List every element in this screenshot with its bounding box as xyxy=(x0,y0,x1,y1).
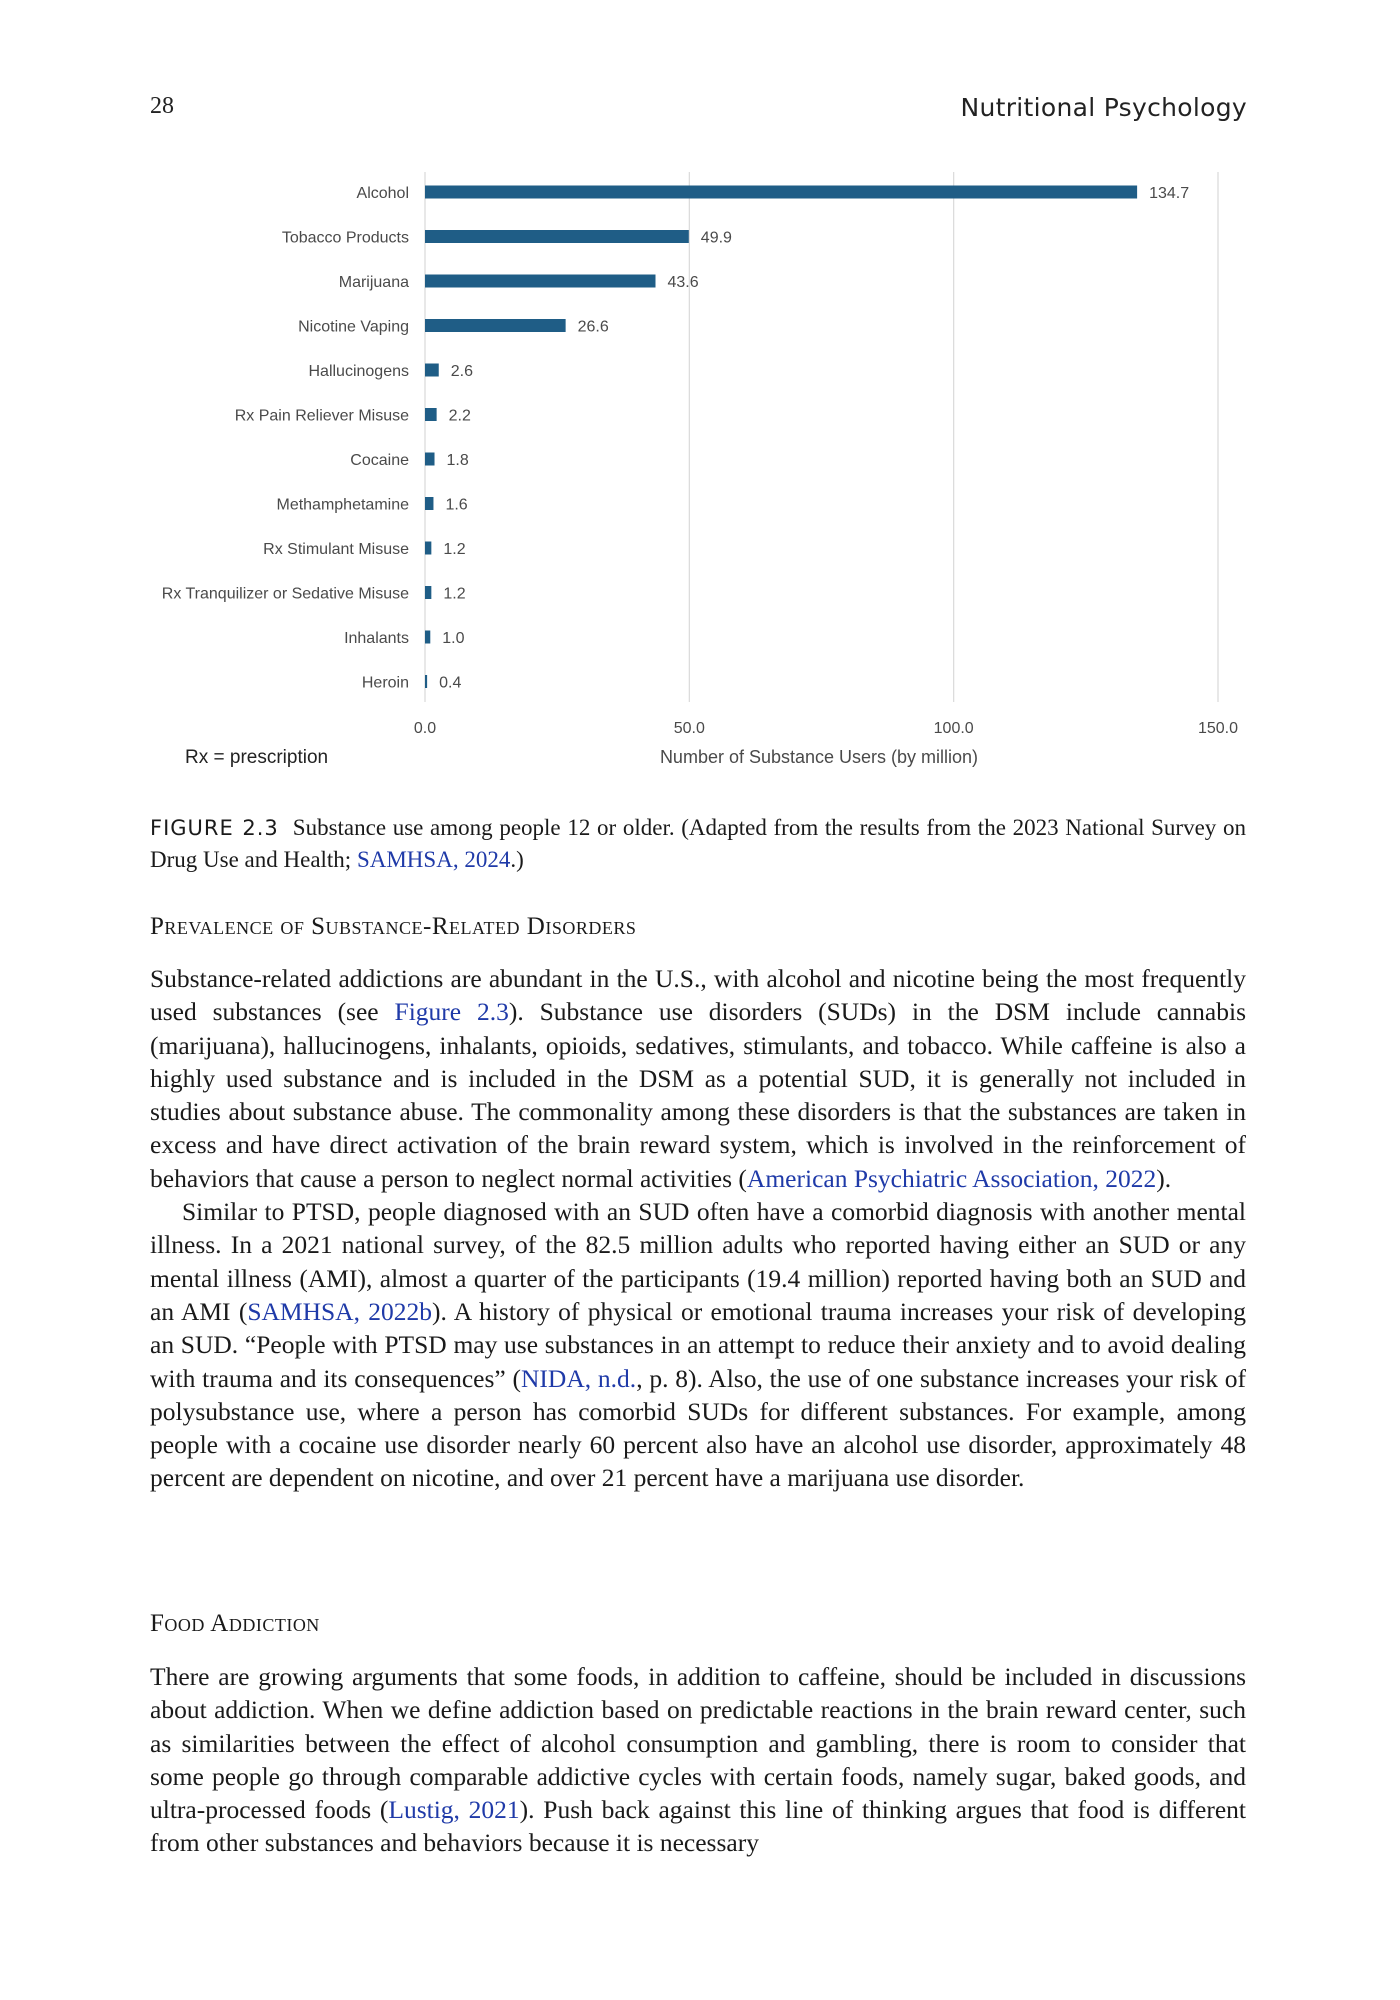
x-tick-label: 150.0 xyxy=(1197,720,1239,737)
section-body-prevalence xyxy=(150,962,1246,1495)
running-head: Nutritional Psychology xyxy=(960,93,1247,122)
category-label: Rx Stimulant Misuse xyxy=(263,541,409,558)
text-run: ). Substance use disorders (SUDs) in the DSM include cannabis (marijuana), hallucinogens, inhalants, opioids, sedatives, stimulants, and tobacco. While caffeine is also a highly used substance and is included in the DSM as a potential SUD, it is generally not included in studies about substance abuse. The commonality among these disorders is that the substances are taken in excess and have direct activation of the brain reward system, which is involved in the reinforcement of behaviors that cause a person to neglect normal activities ( xyxy=(150,997,1247,1193)
figure-reference-link[interactable]: Figure 2.3 xyxy=(394,997,509,1027)
value-label: 134.7 xyxy=(1149,185,1190,202)
text-run: Substance-related addictions are abundant in the U.S., with alcohol and nicotine being the most frequently used substances (see xyxy=(150,964,1246,1027)
value-label: 26.6 xyxy=(577,318,609,336)
text-run: ). xyxy=(1156,1163,1172,1193)
bar xyxy=(425,364,439,377)
text-run: There are growing arguments that some foods, in addition to caffeine, should be included in discussions about addiction. When we define addiction based on predictable reactions in the brain reward center, such as similarities between the effect of alcohol consumption and gambling, there is room to consider that some people go through comparable addictive cycles with certain foods, namely sugar, baked goods, and ultra-processed foods ( xyxy=(150,1662,1246,1825)
category-label: Marijuana xyxy=(338,274,409,291)
value-label: 2.6 xyxy=(450,363,473,380)
citation-link-apa[interactable]: American Psychiatric Association, 2022 xyxy=(746,1163,1157,1193)
citation-link-samhsa[interactable]: SAMHSA, 2022b xyxy=(247,1296,433,1326)
paragraph xyxy=(150,1195,1246,1495)
category-label: Rx Tranquilizer or Sedative Misuse xyxy=(161,585,409,603)
text-run: ). A history of physical or emotional trauma increases your risk of developing an SUD. “People with PTSD may use substances in an attempt to reduce their anxiety and to avoid dealing with trauma and its consequences” ( xyxy=(150,1296,1246,1393)
value-label: 49.9 xyxy=(700,229,732,247)
category-label: Methamphetamine xyxy=(276,496,409,514)
category-label: Hallucinogens xyxy=(308,363,409,380)
caption-citation-link[interactable]: SAMHSA, 2024 xyxy=(356,847,511,872)
value-label: 1.0 xyxy=(442,630,465,647)
figure-caption xyxy=(150,812,1246,875)
category-label: Cocaine xyxy=(350,452,409,469)
value-label: 1.2 xyxy=(443,585,466,603)
section-heading-prevalence: Prevalence of Substance-Related Disorders xyxy=(150,913,637,940)
citation-link-lustig[interactable]: Lustig, 2021 xyxy=(388,1795,520,1825)
paragraph xyxy=(150,1660,1246,1860)
figure-caption-label: FIGURE 2.3 xyxy=(150,816,279,840)
bar xyxy=(425,408,437,421)
bar xyxy=(425,275,655,288)
bar xyxy=(425,453,435,466)
bar xyxy=(425,319,566,332)
value-label: 1.2 xyxy=(443,541,466,558)
category-label: Heroin xyxy=(361,674,409,692)
figure-caption-text: Substance use among people 12 or older. (Adapted from the results from the 2023 National Survey on Drug Use and Health; xyxy=(150,815,1246,872)
substance-use-bar-chart xyxy=(0,160,1400,780)
bar xyxy=(425,586,431,599)
text-run: , p. 8). Also, the use of one substance increases your risk of polysubstance use, where a person has comorbid SUDs for different substances. For example, among people with a cocaine use disorder nearly 60 percent also have an alcohol use disorder, approximately 48 percent are dependent on nicotine, and over 21 percent have a marijuana use disorder. xyxy=(150,1363,1246,1493)
x-tick-label: 50.0 xyxy=(673,720,705,737)
value-label: 2.2 xyxy=(448,407,471,425)
figure-caption-end: .) xyxy=(510,847,524,872)
value-label: 1.6 xyxy=(445,496,468,514)
figure-footnote: Rx = prescription xyxy=(185,747,329,768)
page-number: 28 xyxy=(150,93,174,119)
bar xyxy=(425,186,1137,199)
bar xyxy=(425,230,689,243)
category-label: Rx Pain Reliever Misuse xyxy=(234,407,409,425)
x-tick-label: 0.0 xyxy=(413,720,437,737)
category-label: Nicotine Vaping xyxy=(298,318,409,336)
citation-link-nida[interactable]: NIDA, n.d. xyxy=(521,1363,637,1393)
bar xyxy=(425,542,431,555)
category-label: Alcohol xyxy=(356,185,409,202)
text-run: Similar to PTSD, people diagnosed with an SUD often have a comorbid diagnosis with another mental illness. In a 2021 national survey, of the 82.5 million adults who reported having either an SUD or any mental illness (AMI), almost a quarter of the participants (19.4 million) reported having both an SUD and an AMI ( xyxy=(150,1197,1246,1326)
bar xyxy=(425,675,427,688)
category-label: Tobacco Products xyxy=(281,229,409,247)
x-axis-title: Number of Substance Users (by million) xyxy=(659,747,979,767)
value-label: 0.4 xyxy=(439,674,462,692)
bar xyxy=(425,497,433,510)
x-tick-label: 100.0 xyxy=(933,720,974,737)
value-label: 1.8 xyxy=(446,452,469,469)
bar xyxy=(425,631,430,644)
section-body-food-addiction xyxy=(150,1660,1246,1860)
category-label: Inhalants xyxy=(344,630,409,647)
paragraph xyxy=(150,962,1246,1195)
value-label: 43.6 xyxy=(667,274,699,291)
text-run: ). Push back against this line of thinking argues that food is different from other substances and behaviors because it is necessary xyxy=(150,1795,1247,1858)
section-heading-food-addiction: Food Addiction xyxy=(150,1610,320,1637)
